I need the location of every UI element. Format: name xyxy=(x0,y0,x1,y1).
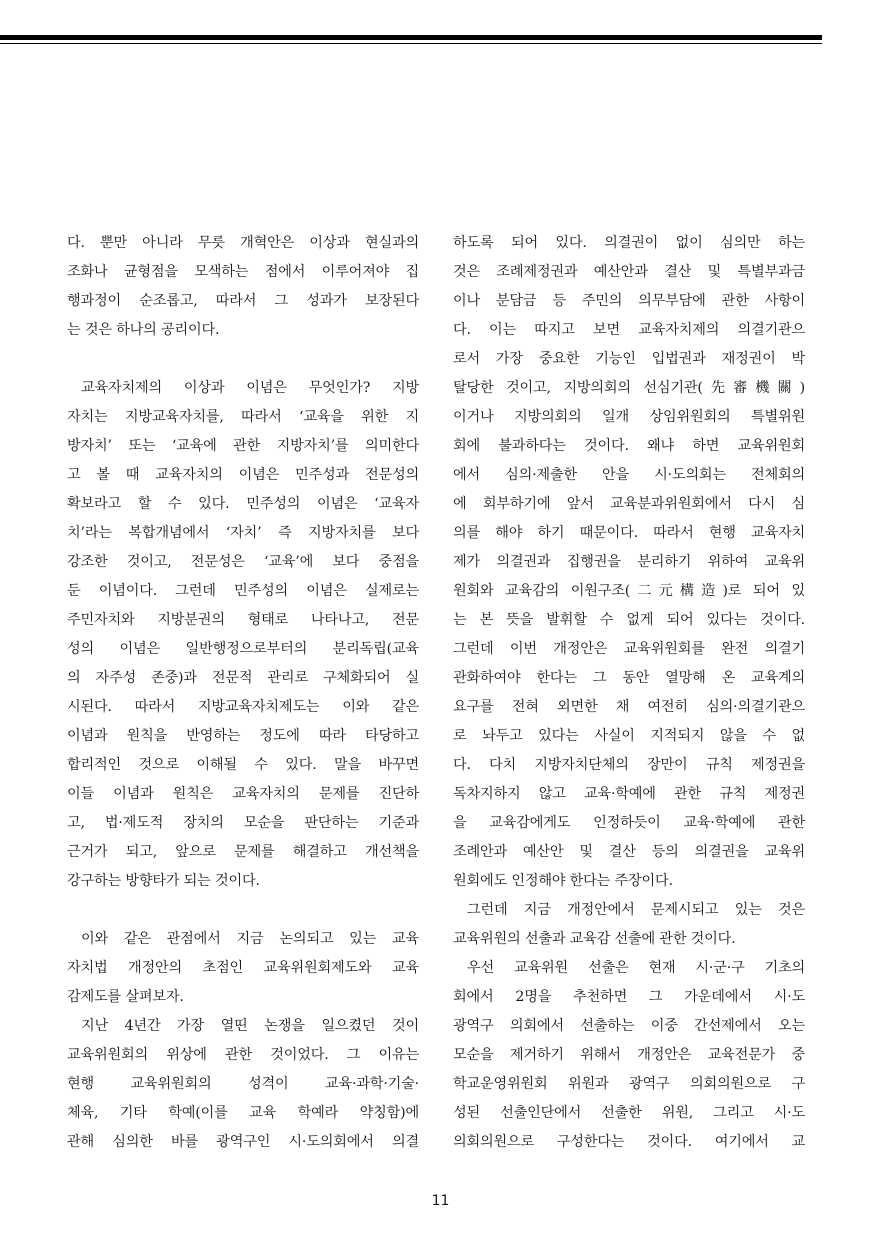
text-line: 이들 이념과 원칙은 교육자치의 문제를 진단하 xyxy=(67,786,419,802)
text-line: 다. 뿐만 아니라 무릇 개혁안은 이상과 현실과의 xyxy=(67,235,419,251)
text-line: 자치법 개정안의 초점인 교육위원회제도와 교육 xyxy=(67,960,419,976)
text-line: 것은 조례제정권과 예산안과 결산 및 특별부과금 xyxy=(453,264,805,280)
text-line: 원회와 교육감의 이원구조(二元構造)로 되어 있 xyxy=(453,583,805,599)
text-line: 강구하는 방향타가 되는 것이다. xyxy=(67,873,260,889)
text-line: 는 것은 하나의 공리이다. xyxy=(67,322,220,338)
text-line: 의 자주성 존중)과 전문적 관리로 구체화되어 실 xyxy=(67,670,419,686)
left-column xyxy=(67,229,419,1157)
text-line: 이거나 지방의회의 일개 상임위원회의 특별위원 xyxy=(453,409,805,425)
text-line: 둔 이념이다. 그런데 민주성의 이념은 실제로는 xyxy=(67,583,419,599)
text-line: 관해 심의한 바를 광역구인 시·도의회에서 의결 xyxy=(67,1134,419,1150)
text-line: 교육위원회의 위상에 관한 것이었다. 그 이유는 xyxy=(67,1047,419,1063)
text-line: 의를 해야 하기 때문이다. 따라서 현행 교육자치 xyxy=(453,525,805,541)
text-line: 로 놔두고 있다는 사실이 지적되지 않을 수 없 xyxy=(453,728,805,744)
text-line: 모순을 제거하기 위해서 개정안은 교육전문가 중 xyxy=(453,1047,805,1063)
text-line: 지난 4년간 가장 열띤 논쟁을 일으켰던 것이 xyxy=(81,1018,419,1034)
text-line: 그런데 지금 개정안에서 문제시되고 있는 것은 xyxy=(467,902,805,918)
text-line: 감제도를 살펴보자. xyxy=(67,989,184,1005)
header-rule-thin xyxy=(0,43,822,44)
text-line: 고, 법·제도적 장치의 모순을 판단하는 기준과 xyxy=(67,815,419,831)
text-line: 학교운영위원회 위원과 광역구 의회의원으로 구 xyxy=(453,1076,805,1092)
text-line: 성된 선출인단에서 선출한 위원, 그리고 시·도 xyxy=(453,1105,805,1121)
text-line: 치’라는 복합개념에서 ‘자치’ 즉 지방자치를 보다 xyxy=(67,525,419,541)
text-line: 이념과 원칙을 반영하는 정도에 따라 타당하고 xyxy=(67,728,419,744)
text-line: 다. 이는 따지고 보면 교육자치제의 의결기관으 xyxy=(453,322,805,338)
text-line: 을 교육감에게도 인정하듯이 교육·학예에 관한 xyxy=(453,815,805,831)
text-line: 확보라고 할 수 있다. 민주성의 이념은 ‘교육자 xyxy=(67,496,419,512)
text-line: 현행 교육위원회의 성격이 교육·과학·기술· xyxy=(67,1076,419,1092)
text-line: 의회의원으로 구성한다는 것이다. 여기에서 교 xyxy=(453,1134,805,1150)
paragraph-gap xyxy=(67,345,419,374)
text-line: 회에 불과하다는 것이다. 왜냐 하면 교육위원회 xyxy=(453,438,805,454)
page-number: 11 xyxy=(431,1193,450,1209)
text-line: 독차지하지 않고 교육·학예에 관한 규칙 제정권 xyxy=(453,786,805,802)
text-line: 그런데 이번 개정안은 교육위원회를 완전 의결기 xyxy=(453,641,805,657)
text-line: 요구를 전혀 외면한 채 여전히 심의·의결기관으 xyxy=(453,699,805,715)
text-line: 행과정이 순조롭고, 따라서 그 성과가 보장된다 xyxy=(67,293,419,309)
paragraph-gap xyxy=(67,896,419,925)
text-line: 조화나 균형점을 모색하는 점에서 이루어져야 집 xyxy=(67,264,419,280)
text-line: 우선 교육위원 선출은 현재 시·군·구 기초의 xyxy=(467,960,805,976)
text-line: 시된다. 따라서 지방교육자치제도는 이와 같은 xyxy=(67,699,419,715)
text-line: 에 회부하기에 앞서 교육분과위원회에서 다시 심 xyxy=(453,496,805,512)
text-line: 근거가 되고, 앞으로 문제를 해결하고 개선책을 xyxy=(67,844,419,860)
text-line: 관화하여야 한다는 그 동안 열망해 온 교육계의 xyxy=(453,670,805,686)
text-line: 광역구 의회에서 선출하는 이중 간선제에서 오는 xyxy=(453,1018,805,1034)
text-line: 교육위원의 선출과 교육감 선출에 관한 것이다. xyxy=(453,931,736,947)
text-line: 성의 이념은 일반행정으로부터의 분리독립(교육 xyxy=(67,641,419,657)
text-line: 강조한 것이고, 전문성은 ‘교육’에 보다 중점을 xyxy=(67,554,419,570)
text-line: 탈당한 것이고, 지방의회의 선심기관(先審機關) xyxy=(453,380,805,396)
text-line: 합리적인 것으로 이해될 수 있다. 말을 바꾸면 xyxy=(67,757,419,773)
text-line: 고 볼 때 교육자치의 이념은 민주성과 전문성의 xyxy=(67,467,419,483)
text-line: 원회에도 인정해야 한다는 주장이다. xyxy=(453,873,673,889)
text-line: 하도록 되어 있다. 의결권이 없이 심의만 하는 xyxy=(453,235,805,251)
header-rule-thick xyxy=(0,35,822,40)
text-line: 주민자치와 지방분권의 형태로 나타나고, 전문 xyxy=(67,612,419,628)
text-line: 조례안과 예산안 및 결산 등의 의결권을 교육위 xyxy=(453,844,805,860)
text-line: 이와 같은 관점에서 지금 논의되고 있는 교육 xyxy=(81,931,419,947)
text-line: 로서 가장 중요한 기능인 입법권과 재정권이 박 xyxy=(453,351,805,367)
text-line: 교육자치제의 이상과 이념은 무엇인가? 지방 xyxy=(81,380,419,396)
text-line: 방자치’ 또는 ‘교육에 관한 지방자치’를 의미한다 xyxy=(67,438,419,454)
text-line: 는 본 뜻을 발휘할 수 없게 되어 있다는 것이다. xyxy=(453,612,805,628)
text-line: 제가 의결권과 집행권을 분리하기 위하여 교육위 xyxy=(453,554,805,570)
text-line: 회에서 2명을 추천하면 그 가운데에서 시·도 xyxy=(453,989,805,1005)
text-line: 다. 다치 지방자치단체의 장만이 규칙 제정권을 xyxy=(453,757,805,773)
text-line: 에서 심의·제출한 안을 시·도의회는 전체회의 xyxy=(453,467,805,483)
text-line: 자치는 지방교육자치를, 따라서 ‘교육을 위한 지 xyxy=(67,409,419,425)
text-line: 이나 분담금 등 주민의 의무부담에 관한 사항이 xyxy=(453,293,805,309)
text-line: 체육, 기타 학예(이를 교육 학예라 약칭함)에 xyxy=(67,1105,419,1121)
right-column xyxy=(453,229,805,1157)
